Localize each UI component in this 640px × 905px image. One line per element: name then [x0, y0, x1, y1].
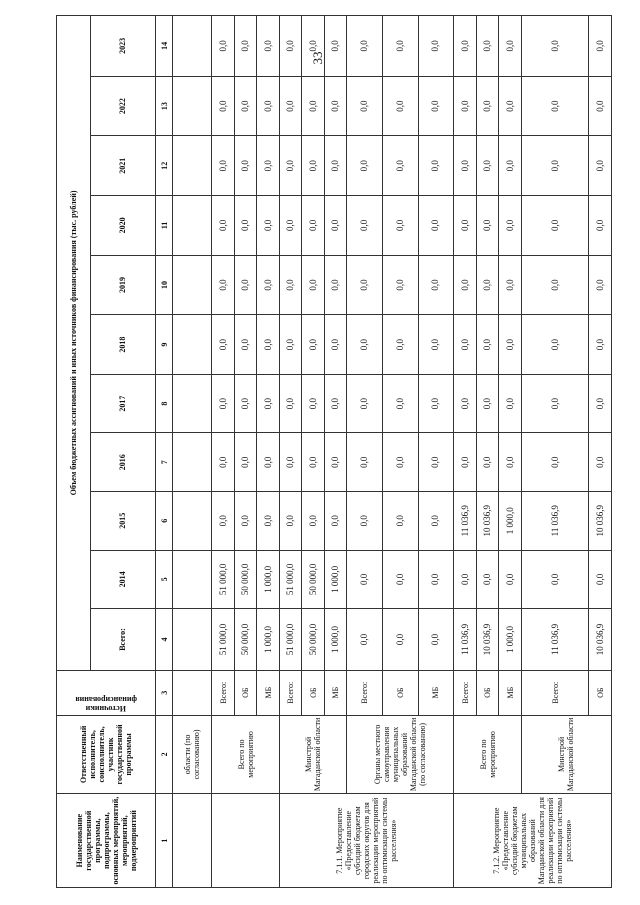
header-year-6: 2019	[90, 255, 155, 315]
cell-value: 0,0	[257, 491, 280, 550]
cell-value: 0,0	[476, 550, 499, 609]
header-index-14: 14	[156, 16, 173, 77]
cell-value: 0,0	[347, 136, 383, 196]
header-index-2: 2	[156, 715, 173, 794]
header-index-4: 4	[156, 609, 173, 671]
cell-value: 0,0	[324, 136, 347, 196]
cell-value: 0,0	[212, 491, 235, 550]
header-funding-source-label: Источники финансирования	[75, 694, 137, 713]
cell-value: 0,0	[324, 76, 347, 136]
header-funding-source	[57, 670, 156, 715]
cell-value: 0,0	[212, 433, 235, 492]
cell-value: 0,0	[212, 255, 235, 315]
cell-funding-source: Всего:	[521, 670, 589, 715]
cell-value: 0,0	[383, 76, 419, 136]
header-year-3: 2016	[90, 433, 155, 492]
cell-value	[173, 491, 212, 550]
cell-executor: области (по согласованию)	[173, 715, 212, 794]
header-index-11: 11	[156, 196, 173, 256]
cell-value: 0,0	[418, 255, 454, 315]
cell-value	[173, 136, 212, 196]
cell-value: 10 036,9	[589, 609, 612, 671]
cell-value: 0,0	[324, 315, 347, 375]
cell-value: 0,0	[383, 255, 419, 315]
cell-value: 0,0	[499, 374, 522, 433]
cell-value: 0,0	[212, 374, 235, 433]
cell-value: 0,0	[347, 315, 383, 375]
cell-value: 0,0	[234, 16, 257, 77]
cell-value: 0,0	[521, 374, 589, 433]
cell-program-name	[173, 794, 212, 888]
cell-value: 0,0	[418, 136, 454, 196]
cell-value: 0,0	[234, 136, 257, 196]
cell-value: 0,0	[499, 255, 522, 315]
cell-value: 50 000,0	[234, 550, 257, 609]
cell-value: 0,0	[279, 16, 302, 77]
cell-value: 0,0	[347, 609, 383, 671]
cell-funding-source: МБ	[324, 670, 347, 715]
cell-value: 0,0	[589, 255, 612, 315]
header-year-0: Всего:	[90, 609, 155, 671]
cell-funding-source: Всего:	[279, 670, 302, 715]
cell-value: 0,0	[499, 433, 522, 492]
cell-value: 0,0	[212, 196, 235, 256]
table-row	[347, 16, 383, 888]
cell-value: 0,0	[212, 16, 235, 77]
cell-value: 0,0	[476, 136, 499, 196]
cell-value: 51 000,0	[212, 550, 235, 609]
cell-value: 1 000,0	[324, 609, 347, 671]
cell-value: 10 036,9	[476, 609, 499, 671]
cell-funding-source: Всего:	[212, 670, 235, 715]
cell-value: 0,0	[499, 550, 522, 609]
cell-value: 11 036,9	[521, 491, 589, 550]
cell-value: 0,0	[347, 76, 383, 136]
cell-value: 0,0	[454, 196, 477, 256]
cell-value: 0,0	[383, 491, 419, 550]
cell-value: 0,0	[234, 374, 257, 433]
cell-value: 0,0	[324, 374, 347, 433]
cell-program-name: 7.1.2. Мероприятие «Предоставление субсидий бюджетам муниципальных образований Магаданской области для реализации мероприятий по оптимизации системы расселения»	[454, 794, 612, 888]
cell-value: 0,0	[521, 16, 589, 77]
header-year-8: 2021	[90, 136, 155, 196]
cell-value: 0,0	[521, 433, 589, 492]
cell-value: 0,0	[279, 136, 302, 196]
cell-value: 0,0	[454, 16, 477, 77]
cell-executor: Всего по мероприятию	[454, 715, 522, 794]
cell-value: 0,0	[347, 255, 383, 315]
cell-value: 10 036,9	[476, 491, 499, 550]
cell-value: 0,0	[383, 609, 419, 671]
cell-value: 0,0	[257, 16, 280, 77]
cell-value: 0,0	[589, 76, 612, 136]
cell-value: 0,0	[589, 374, 612, 433]
cell-value: 0,0	[279, 196, 302, 256]
cell-value: 0,0	[302, 16, 325, 77]
header-index-12: 12	[156, 136, 173, 196]
cell-value	[173, 16, 212, 77]
cell-program-name: 7.1.1. Мероприятие «Предоставление субсидий бюджетам городских округов для реализации мероприятий по оптимизации системы расселения»	[279, 794, 453, 888]
cell-value: 0,0	[499, 315, 522, 375]
cell-value: 0,0	[383, 550, 419, 609]
cell-value: 1 000,0	[499, 609, 522, 671]
cell-value: 0,0	[521, 255, 589, 315]
cell-value	[173, 255, 212, 315]
cell-value: 0,0	[324, 196, 347, 256]
financing-table	[56, 15, 612, 888]
cell-value: 0,0	[383, 433, 419, 492]
cell-value: 0,0	[418, 16, 454, 77]
cell-value: 0,0	[589, 16, 612, 77]
cell-executor: Минстрой Магаданской области	[279, 715, 347, 794]
table-row	[521, 16, 589, 888]
cell-value: 0,0	[418, 433, 454, 492]
cell-value: 0,0	[454, 550, 477, 609]
header-index-9: 9	[156, 315, 173, 375]
cell-executor: Органы местного самоуправления муниципальных образований Магаданской области (по согласованию)	[347, 715, 454, 794]
cell-value	[173, 550, 212, 609]
table-row	[279, 16, 302, 888]
cell-funding-source: Всего:	[454, 670, 477, 715]
cell-value: 0,0	[347, 16, 383, 77]
cell-value: 0,0	[257, 196, 280, 256]
cell-value: 51 000,0	[279, 550, 302, 609]
cell-value: 11 036,9	[454, 491, 477, 550]
cell-value: 0,0	[383, 374, 419, 433]
cell-value: 0,0	[324, 491, 347, 550]
cell-value: 0,0	[454, 374, 477, 433]
cell-value: 0,0	[302, 491, 325, 550]
cell-value: 0,0	[257, 374, 280, 433]
cell-value: 0,0	[383, 196, 419, 256]
cell-value: 0,0	[302, 136, 325, 196]
cell-value: 0,0	[476, 433, 499, 492]
cell-value: 0,0	[418, 609, 454, 671]
header-year-5: 2018	[90, 315, 155, 375]
cell-value	[173, 433, 212, 492]
header-year-2: 2015	[90, 491, 155, 550]
cell-value: 0,0	[383, 136, 419, 196]
header-year-4: 2017	[90, 374, 155, 433]
cell-value: 0,0	[589, 433, 612, 492]
cell-value: 0,0	[234, 433, 257, 492]
cell-value: 0,0	[302, 315, 325, 375]
table-row	[173, 16, 212, 888]
cell-funding-source: ОБ	[589, 670, 612, 715]
cell-value: 0,0	[324, 255, 347, 315]
cell-value: 0,0	[279, 255, 302, 315]
cell-value: 0,0	[521, 76, 589, 136]
page-number: 33	[310, 51, 325, 65]
cell-value: 0,0	[589, 315, 612, 375]
cell-value: 0,0	[279, 76, 302, 136]
cell-value: 0,0	[499, 196, 522, 256]
cell-value: 0,0	[212, 76, 235, 136]
header-index-13: 13	[156, 76, 173, 136]
header-executor: Ответственный исполнитель, соисполнитель, участник государственной программы	[57, 715, 156, 794]
table-body	[173, 16, 612, 888]
cell-value: 0,0	[279, 315, 302, 375]
cell-value: 0,0	[347, 374, 383, 433]
cell-value: 1 000,0	[257, 609, 280, 671]
header-index-5: 5	[156, 550, 173, 609]
header-index-6: 6	[156, 491, 173, 550]
cell-value: 0,0	[279, 491, 302, 550]
cell-value: 0,0	[302, 433, 325, 492]
cell-value: 0,0	[476, 255, 499, 315]
cell-program-name	[212, 794, 280, 888]
header-year-10: 2023	[90, 16, 155, 77]
cell-value: 0,0	[454, 255, 477, 315]
cell-funding-source: МБ	[257, 670, 280, 715]
cell-value: 0,0	[234, 315, 257, 375]
header-program-name: Наименование государственной программы, подпрограммы, основных мероприятий, мероприятий, подмероприятий	[57, 794, 156, 888]
cell-value: 0,0	[589, 550, 612, 609]
cell-value: 0,0	[418, 491, 454, 550]
cell-value: 0,0	[499, 16, 522, 77]
cell-executor: Минстрой Магаданской области	[521, 715, 611, 794]
cell-value: 0,0	[521, 136, 589, 196]
cell-value: 50 000,0	[302, 550, 325, 609]
cell-value: 0,0	[454, 136, 477, 196]
cell-value	[173, 374, 212, 433]
cell-funding-source	[173, 670, 212, 715]
cell-value: 0,0	[257, 76, 280, 136]
header-year-1: 2014	[90, 550, 155, 609]
cell-value: 0,0	[234, 76, 257, 136]
cell-funding-source: ОБ	[302, 670, 325, 715]
cell-value: 0,0	[347, 491, 383, 550]
cell-value: 0,0	[279, 374, 302, 433]
cell-value: 0,0	[454, 315, 477, 375]
cell-value: 10 036,9	[589, 491, 612, 550]
cell-value: 0,0	[476, 374, 499, 433]
cell-value: 0,0	[476, 16, 499, 77]
cell-value: 0,0	[347, 550, 383, 609]
cell-value: 0,0	[234, 491, 257, 550]
cell-funding-source: МБ	[499, 670, 522, 715]
cell-value: 0,0	[521, 550, 589, 609]
header-year-9: 2022	[90, 76, 155, 136]
cell-value: 0,0	[521, 196, 589, 256]
cell-value: 0,0	[347, 196, 383, 256]
cell-value: 0,0	[234, 196, 257, 256]
cell-value	[173, 196, 212, 256]
header-funding-volume: Объем бюджетных ассигнований и иных источников финансирования (тыс. рублей)	[57, 16, 91, 671]
header-index-1: 1	[156, 794, 173, 888]
cell-value: 0,0	[324, 16, 347, 77]
cell-value: 0,0	[212, 315, 235, 375]
cell-value: 0,0	[589, 196, 612, 256]
cell-value	[173, 315, 212, 375]
cell-value: 0,0	[476, 315, 499, 375]
cell-value: 0,0	[302, 76, 325, 136]
cell-value: 1 000,0	[499, 491, 522, 550]
cell-value: 0,0	[302, 255, 325, 315]
table-row	[454, 16, 477, 888]
header-index-8: 8	[156, 374, 173, 433]
cell-value: 0,0	[383, 16, 419, 77]
cell-value	[173, 609, 212, 671]
cell-value: 0,0	[257, 255, 280, 315]
cell-funding-source: МБ	[418, 670, 454, 715]
cell-value: 0,0	[212, 136, 235, 196]
cell-value: 0,0	[418, 374, 454, 433]
cell-value: 0,0	[418, 550, 454, 609]
cell-value: 0,0	[302, 196, 325, 256]
cell-value: 1 000,0	[257, 550, 280, 609]
cell-funding-source: ОБ	[234, 670, 257, 715]
cell-value: 0,0	[418, 76, 454, 136]
cell-executor: Всего по мероприятию	[212, 715, 280, 794]
cell-value: 0,0	[454, 433, 477, 492]
header-index-7: 7	[156, 433, 173, 492]
cell-value: 0,0	[257, 433, 280, 492]
header-index-3: 3	[156, 670, 173, 715]
cell-value	[173, 76, 212, 136]
cell-value: 51 000,0	[279, 609, 302, 671]
cell-funding-source: ОБ	[383, 670, 419, 715]
cell-value: 0,0	[454, 76, 477, 136]
cell-value: 0,0	[499, 76, 522, 136]
cell-value: 0,0	[589, 136, 612, 196]
cell-value: 50 000,0	[302, 609, 325, 671]
cell-value: 0,0	[324, 433, 347, 492]
cell-value: 50 000,0	[234, 609, 257, 671]
cell-value: 11 036,9	[454, 609, 477, 671]
cell-value: 0,0	[302, 374, 325, 433]
cell-value: 51 000,0	[212, 609, 235, 671]
cell-value: 0,0	[279, 433, 302, 492]
cell-value: 0,0	[476, 76, 499, 136]
cell-value: 0,0	[383, 315, 419, 375]
cell-funding-source: ОБ	[476, 670, 499, 715]
table-row	[212, 16, 235, 888]
cell-value: 0,0	[499, 136, 522, 196]
cell-value: 0,0	[257, 315, 280, 375]
cell-value: 1 000,0	[324, 550, 347, 609]
header-year-7: 2020	[90, 196, 155, 256]
header-index-10: 10	[156, 255, 173, 315]
header-index-row	[156, 16, 173, 888]
cell-funding-source: Всего:	[347, 670, 383, 715]
cell-value: 0,0	[521, 315, 589, 375]
cell-value: 0,0	[418, 315, 454, 375]
cell-value: 0,0	[234, 255, 257, 315]
cell-value: 0,0	[257, 136, 280, 196]
cell-value: 0,0	[418, 196, 454, 256]
rotated-table-container	[56, 15, 605, 888]
cell-value: 0,0	[476, 196, 499, 256]
cell-value: 0,0	[347, 433, 383, 492]
cell-value: 11 036,9	[521, 609, 589, 671]
